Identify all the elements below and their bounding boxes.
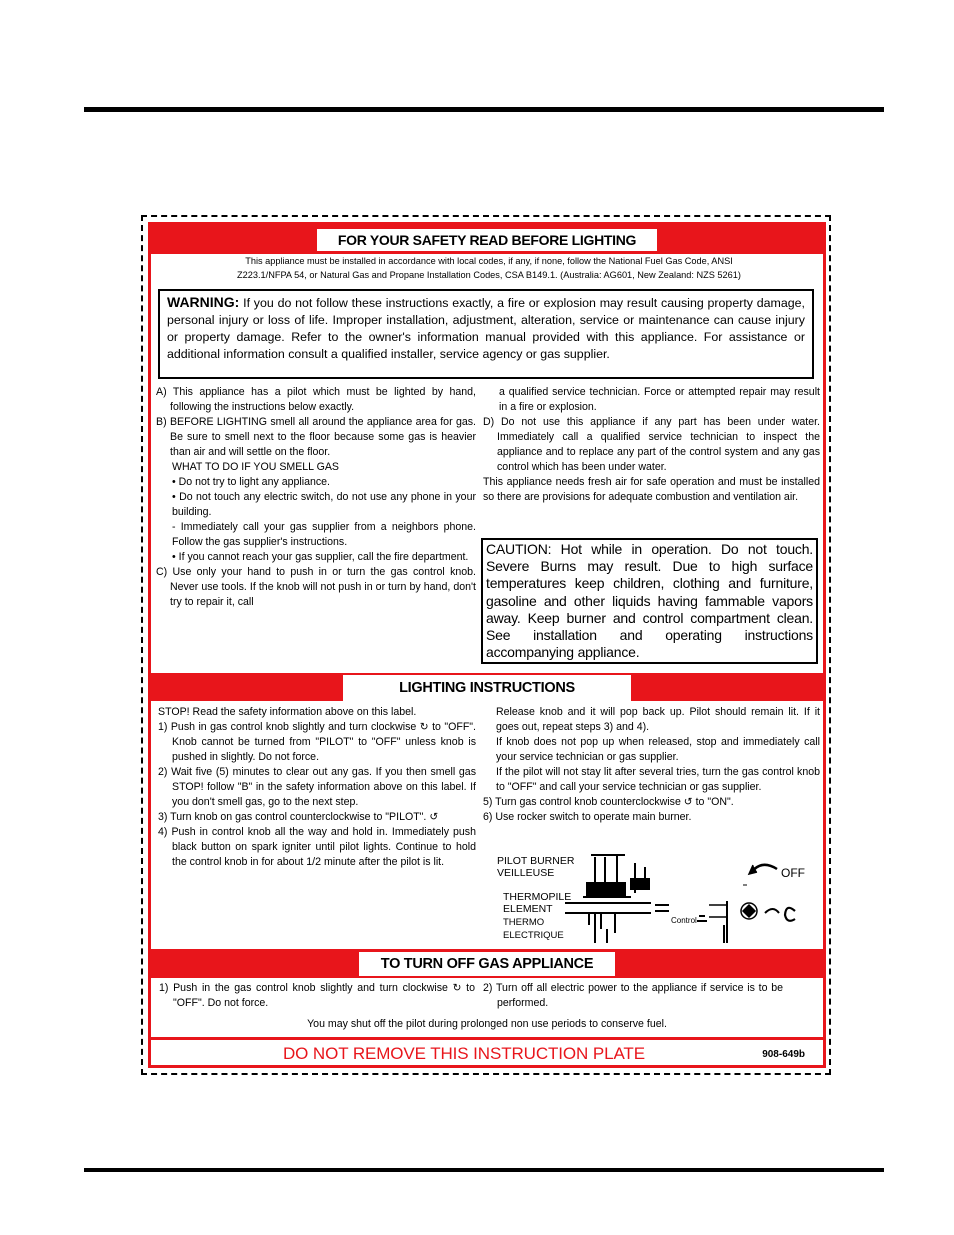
thermopile-label: THERMOPILE xyxy=(503,891,572,903)
pilot-fail-note: If the pilot will not stay lit after several tries, turn the gas control knob to "OFF" and call your service technician or gas supplier. xyxy=(496,766,820,793)
step-6: 6) Use rocker switch to operate main burner. xyxy=(483,811,692,823)
warning-text: If you do not follow these instructions exactly, a fire or explosion may result causing property damage, personal injury or loss of life. Improper installation, adjustment, alteration, service or maintenance can cause injury or property damage. Refer to the owner's information manual provided with this appliance. For assistance or additional information consult a qualified installer, service agency or gas supplier. xyxy=(167,296,805,361)
footer-rule xyxy=(84,1168,884,1172)
thermo-label: THERMO xyxy=(503,917,545,928)
item-b: B) BEFORE LIGHTING smell all around the appliance area for gas. Be sure to smell next to the floor because some gas is heavier than air and will settle on the floor. xyxy=(156,416,476,458)
pilot-burner-label: PILOT BURNER xyxy=(497,855,575,867)
caution-box: CAUTION: Hot while in operation. Do not touch. Severe Burns may result. Due to high surface temperatures keep children, clothing and furniture, gasoline and other liquids having fammable vapors away. Keep burner and control compartment clean. See installation and operating instructions accompanying appliance. xyxy=(481,538,818,664)
item-c-continued: a qualified service technician. Force or attempted repair may result in a fire or explosion. xyxy=(499,386,820,413)
item-a: A) This appliance has a pilot which must be lighted by hand, following the instructions below exactly. xyxy=(156,386,476,413)
safety-column-left xyxy=(156,385,476,610)
element-label: ELEMENT xyxy=(503,903,553,915)
step-5: 5) Turn gas control knob counterclockwise ↺ to "ON". xyxy=(483,796,734,808)
warning-label: WARNING: xyxy=(167,294,240,310)
off-label: OFF xyxy=(781,866,805,880)
lighting-column-right xyxy=(483,705,820,825)
smell-item-3: - Immediately call your gas supplier from a neighbors phone. Follow the gas supplier's instructions. xyxy=(172,521,476,548)
turn-off-step-2 xyxy=(483,981,783,1011)
lighting-banner-title: LIGHTING INSTRUCTIONS xyxy=(343,675,631,701)
off-step-2: 2) Turn off all electric power to the appliance if service is to be performed. xyxy=(483,982,783,1009)
release-note: Release knob and it will pop back up. Pilot should remain lit. If it goes out, repeat steps 3) and 4). xyxy=(496,706,820,733)
smell-item-1: • Do not try to light any appliance. xyxy=(172,476,330,488)
pilot-assembly-graphic xyxy=(491,853,821,945)
fresh-air-note: This appliance needs fresh air for safe operation and must be installed so there are provisions for adequate combustion and ventilation air. xyxy=(483,476,820,503)
turn-off-step-1 xyxy=(159,981,475,1011)
turn-off-banner-title: TO TURN OFF GAS APPLIANCE xyxy=(359,952,615,976)
smell-heading: WHAT TO DO IF YOU SMELL GAS xyxy=(172,461,339,473)
smell-item-4: • If you cannot reach your gas supplier, call the fire department. xyxy=(172,551,469,563)
step-4: 4) Push in control knob all the way and hold in. Immediately push black button on spark igniter until pilot lights. Continue to hold the control knob in for about 1/2 minute after the pilot is lit. xyxy=(158,826,476,868)
no-pop-note: If knob does not pop up when released, stop and immediately call your service technician or gas supplier. xyxy=(496,736,820,763)
step-3: 3) Turn knob on gas control counterclockwise to "PILOT". ↺ xyxy=(158,811,439,823)
header-rule xyxy=(84,107,884,112)
safety-column-right xyxy=(483,385,820,505)
instruction-plate xyxy=(148,222,826,1068)
conserve-fuel-note: You may shut off the pilot during prolonged non use periods to conserve fuel. xyxy=(307,1018,667,1030)
intro-line-2: Z223.1/NFPA 54, or Natural Gas and Propane Installation Codes, CSA B149.1. (Australia: AG601, New Zealand: NZS 5261) xyxy=(237,270,741,280)
smell-item-2: • Do not touch any electric switch, do not use any phone in your building. xyxy=(172,491,476,518)
warning-box xyxy=(158,289,814,379)
pilot-diagram xyxy=(491,853,821,945)
off-step-1: 1) Push in the gas control knob slightly and turn clockwise ↻ to "OFF". Do not force. xyxy=(159,982,475,1009)
safety-banner-title: FOR YOUR SAFETY READ BEFORE LIGHTING xyxy=(317,229,657,251)
plate-footer xyxy=(151,1037,823,1068)
safety-banner xyxy=(151,225,823,254)
step-1: 1) Push in gas control knob slightly and turn clockwise ↻ to "OFF". Knob cannot be turned from "PILOT" to "OFF" unless knob is pushed in slightly. Do not force. xyxy=(158,721,476,763)
intro-line-1: This appliance must be installed in accordance with local codes, if any, if none, follow the National Fuel Gas Code, ANSI xyxy=(245,256,733,266)
lighting-banner xyxy=(151,673,823,701)
turn-off-banner xyxy=(151,949,823,978)
step-stop: STOP! Read the safety information above on this label. xyxy=(158,706,417,718)
control-label: Control xyxy=(671,916,697,925)
installation-intro xyxy=(165,254,813,282)
do-not-remove-warning: DO NOT REMOVE THIS INSTRUCTION PLATE xyxy=(283,1044,645,1063)
part-code: 908-649b xyxy=(762,1049,805,1060)
item-d: D) Do not use this appliance if any part has been under water. Immediately call a qualified service technician to inspect the appliance and to replace any part of the control system and any gas control which has been under water. xyxy=(483,416,820,473)
electrique-label: ELECTRIQUE xyxy=(503,930,564,941)
item-c: C) Use only your hand to push in or turn the gas control knob. Never use tools. If the knob will not push in or turn by hand, don't try to repair it, call xyxy=(156,566,476,608)
veilleuse-label: VEILLEUSE xyxy=(497,867,555,879)
lighting-column-left xyxy=(158,705,476,870)
step-2: 2) Wait five (5) minutes to clear out any gas. If you then smell gas STOP! follow "B" in the safety information above on this label. If you don't smell gas, go to the next step. xyxy=(158,766,476,808)
